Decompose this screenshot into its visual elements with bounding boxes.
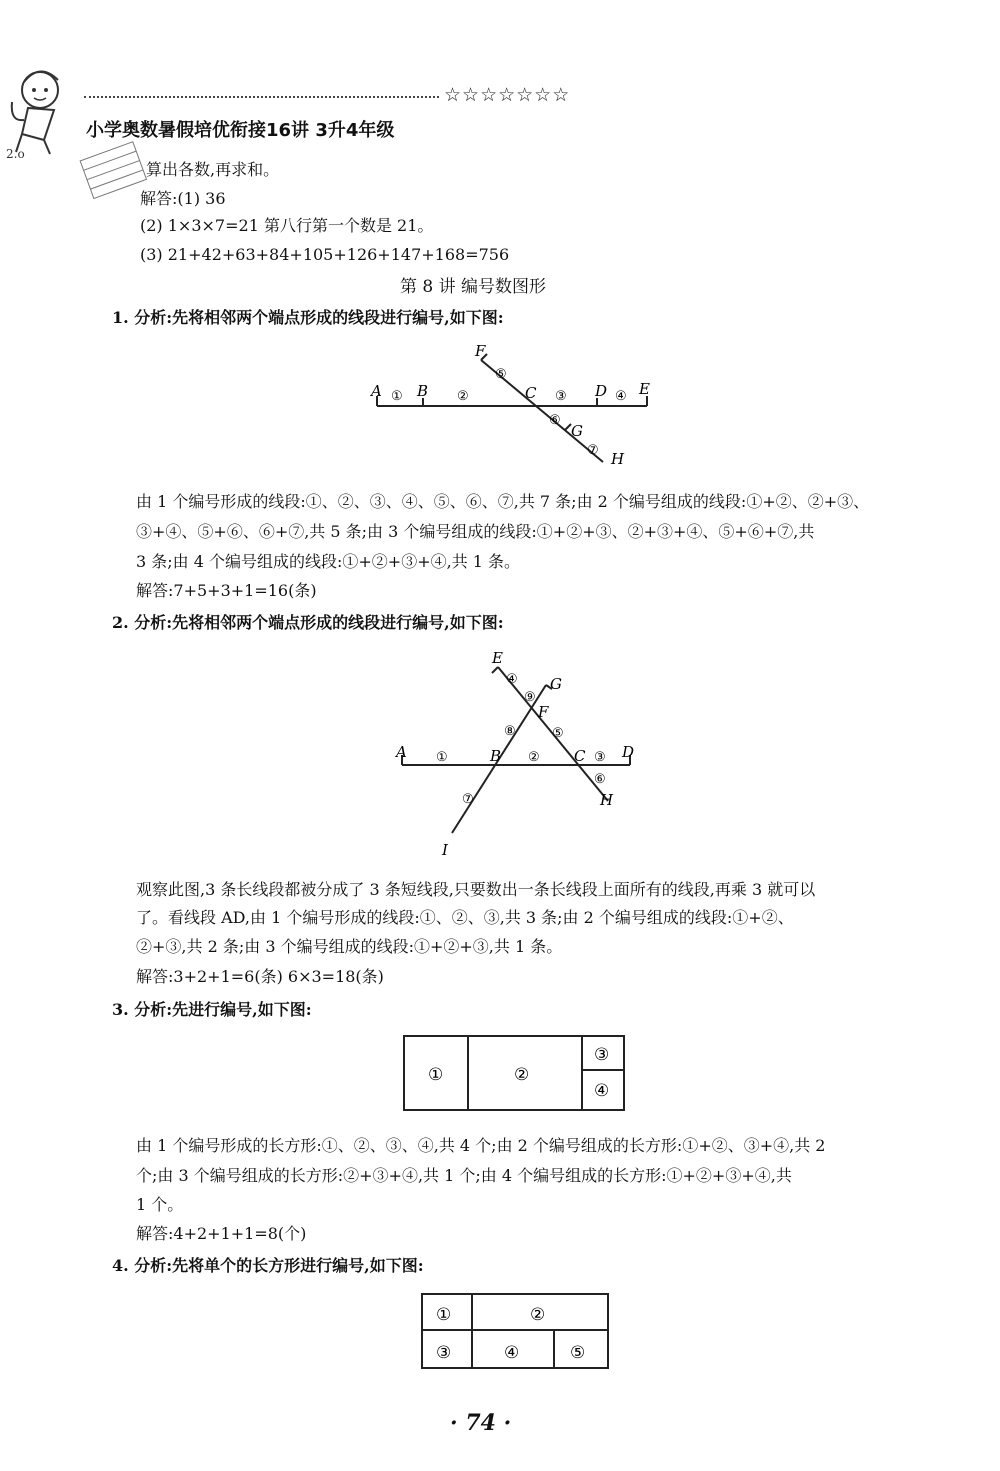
p2-num-8: ⑧	[504, 724, 516, 739]
p2-label-D: D	[622, 743, 635, 761]
p3-cell-1: ①	[428, 1065, 444, 1085]
p2-num-9: ⑨	[524, 690, 536, 705]
p4-figure	[420, 1292, 610, 1370]
header-stars: ☆☆☆☆☆☆☆	[444, 84, 571, 106]
p4-cell-5: ⑤	[570, 1343, 586, 1363]
p2-text-3: ②+③,共 2 条;由 3 个编号组成的线段:①+②+③,共 1 条。	[136, 937, 563, 956]
p1-label-E: E	[639, 380, 650, 398]
book-title: 小学奥数暑假培优衔接16讲 3升4年级	[86, 120, 395, 141]
p2-text-1: 观察此图,3 条长线段都被分成了 3 条短线段,只要数出一条长线段上面所有的线段,再乘 3 就可以	[136, 880, 816, 899]
prev-answer-3: (3) 21+42+63+84+105+126+147+168=756	[140, 245, 510, 264]
p1-num-3: ③	[555, 389, 567, 404]
p2-text-2: 了。看线段 AD,由 1 个编号形成的线段:①、②、③,共 3 条;由 2 个编号组成的线段:①+②、	[136, 908, 794, 927]
p2-num-3: ③	[594, 750, 606, 765]
p1-text-3: 3 条;由 4 个编号组成的线段:①+②+③+④,共 1 条。	[136, 552, 521, 571]
p2-label-G: G	[550, 675, 562, 693]
p1-label-F: F	[475, 342, 486, 360]
p1-label-G: G	[571, 422, 583, 440]
p1-label-C: C	[525, 384, 537, 402]
p4-cell-4: ④	[504, 1343, 520, 1363]
p2-label-E: E	[492, 649, 503, 667]
p1-num-7: ⑦	[587, 443, 599, 458]
p2-label-B: B	[490, 747, 502, 765]
p2-num-6: ⑥	[594, 772, 606, 787]
p3-analysis: 3. 分析:先进行编号,如下图:	[112, 1000, 312, 1019]
p1-num-5: ⑤	[495, 367, 507, 382]
p2-num-1: ①	[436, 750, 448, 765]
prev-answer-2: (2) 1×3×7=21 第八行第一个数是 21。	[140, 216, 434, 235]
p3-answer: 解答:4+2+1+1=8(个)	[136, 1224, 307, 1243]
header-dotted-line	[84, 96, 439, 98]
p1-figure	[365, 338, 650, 473]
p1-text-1: 由 1 个编号形成的线段:①、②、③、④、⑤、⑥、⑦,共 7 条;由 2 个编号组成的线段:①+②、②+③、	[136, 492, 870, 511]
p2-label-C: C	[574, 747, 586, 765]
p2-label-I: I	[442, 841, 448, 859]
page-number: · 74 ·	[450, 1410, 512, 1436]
p2-label-F: F	[538, 703, 549, 721]
p4-cell-1: ①	[436, 1305, 452, 1325]
p1-num-4: ④	[615, 389, 627, 404]
p4-cell-3: ③	[436, 1343, 452, 1363]
p1-label-H: H	[611, 450, 625, 468]
p2-analysis: 2. 分析:先将相邻两个端点形成的线段进行编号,如下图:	[112, 613, 504, 632]
p4-cell-2: ②	[530, 1305, 546, 1325]
p1-num-2: ②	[457, 389, 469, 404]
p1-num-6: ⑥	[549, 413, 561, 428]
p1-label-A: A	[371, 382, 382, 400]
p3-cell-2: ②	[514, 1065, 530, 1085]
svg-text:2.o: 2.o	[6, 147, 25, 161]
p1-label-D: D	[595, 382, 608, 400]
p3-text-2: 个;由 3 个编号组成的长方形:②+③+④,共 1 个;由 4 个编号组成的长方形:①+②+③+④,共	[136, 1166, 792, 1185]
p1-answer: 解答:7+5+3+1=16(条)	[136, 581, 317, 600]
p4-analysis: 4. 分析:先将单个的长方形进行编号,如下图:	[112, 1256, 424, 1275]
p3-text-1: 由 1 个编号形成的长方形:①、②、③、④,共 4 个;由 2 个编号组成的长方形:①+②、③+④,共 2	[136, 1136, 826, 1155]
p2-figure	[392, 645, 672, 860]
prev-line-1: 算出各数,再求和。	[146, 160, 280, 179]
prev-answer-1: 解答:(1) 36	[140, 189, 226, 208]
p1-num-1: ①	[391, 389, 403, 404]
p3-cell-4: ④	[594, 1081, 610, 1101]
p2-num-5: ⑤	[552, 726, 564, 741]
p2-num-7: ⑦	[462, 792, 474, 807]
p1-text-2: ③+④、⑤+⑥、⑥+⑦,共 5 条;由 3 个编号组成的线段:①+②+③、②+③+④、⑤+⑥+⑦,共	[136, 522, 815, 541]
p2-answer: 解答:3+2+1=6(条) 6×3=18(条)	[136, 967, 384, 986]
p1-label-B: B	[417, 382, 429, 400]
p2-num-4: ④	[506, 672, 518, 687]
lesson-title: 第 8 讲 编号数图形	[400, 277, 547, 297]
p3-cell-3: ③	[594, 1045, 610, 1065]
p3-figure	[402, 1034, 628, 1114]
p1-analysis: 1. 分析:先将相邻两个端点形成的线段进行编号,如下图:	[112, 308, 504, 327]
p3-text-3: 1 个。	[136, 1195, 184, 1214]
mascot-icon	[4, 62, 84, 162]
p2-label-A: A	[396, 743, 407, 761]
p2-num-2: ②	[528, 750, 540, 765]
p2-label-H: H	[600, 791, 614, 809]
